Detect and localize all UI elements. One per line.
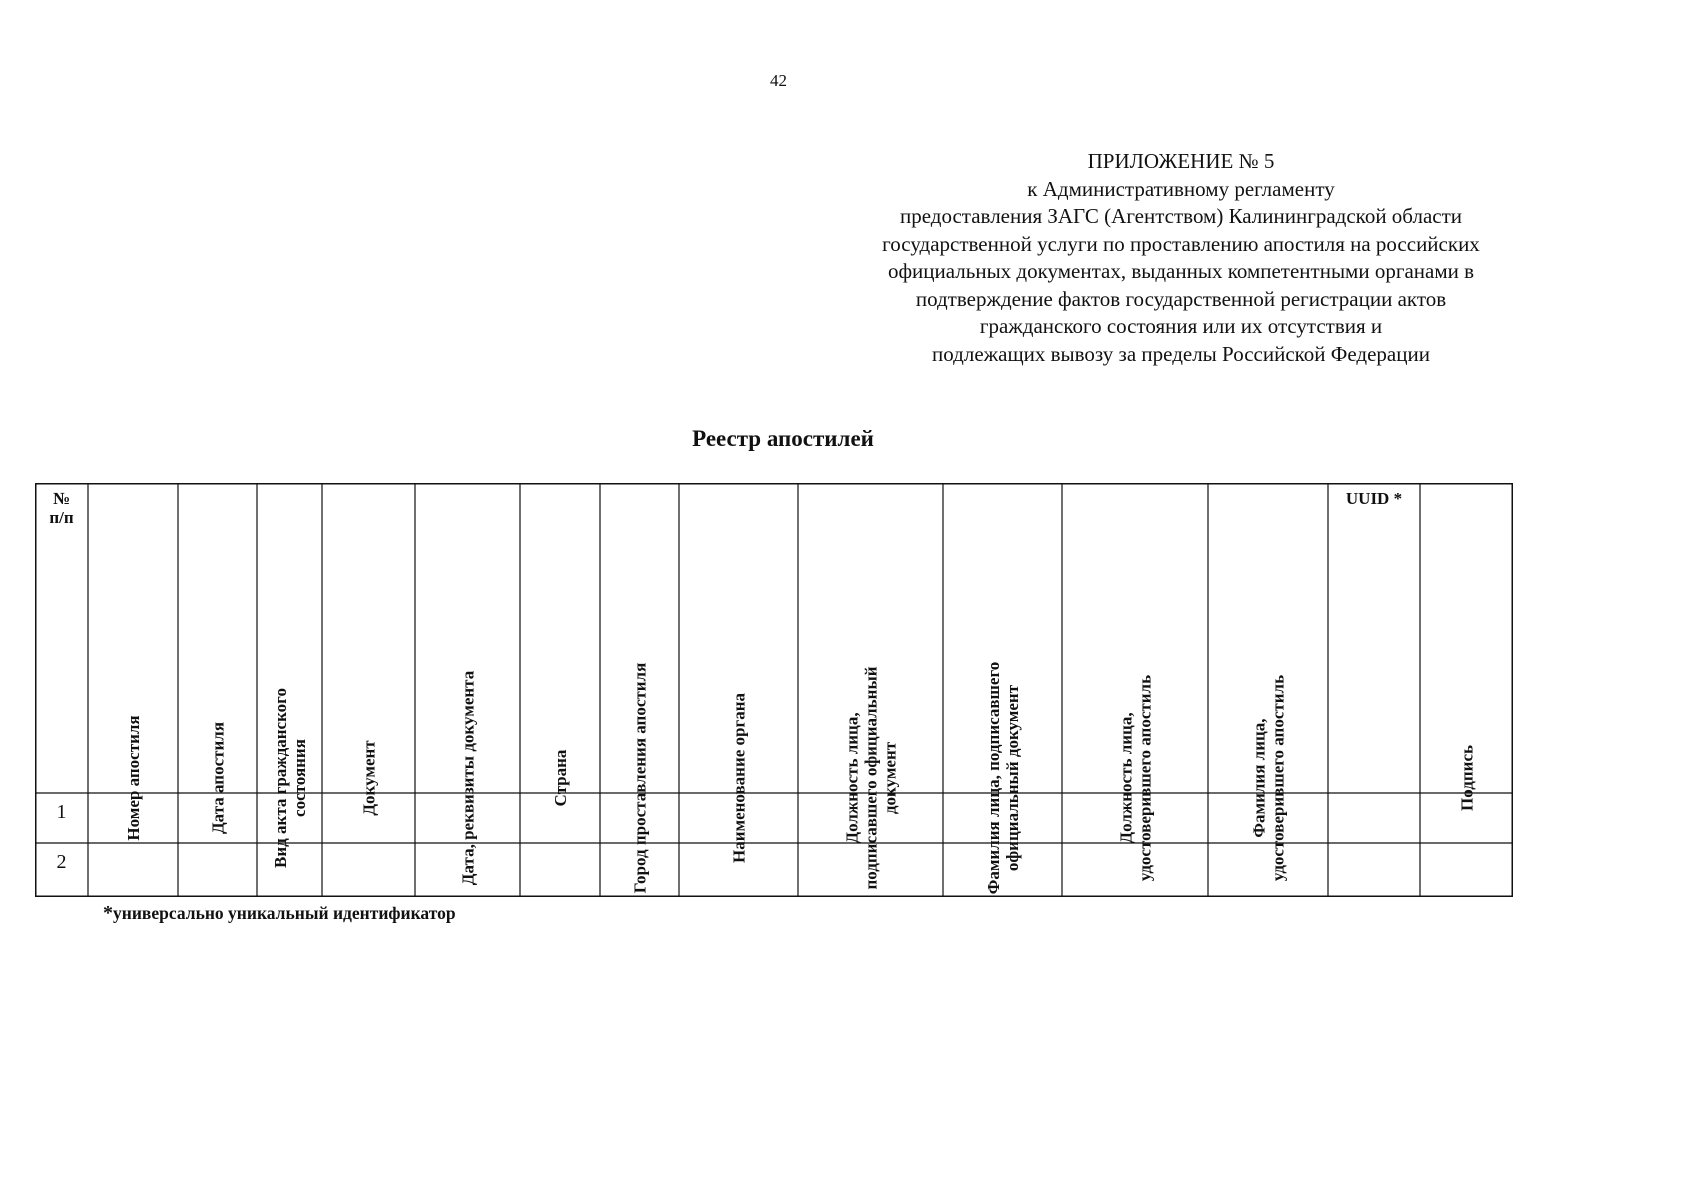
registry-title: Реестр апостилей — [692, 426, 874, 451]
column-header-col-13: удостоверившего апостиль — [1268, 674, 1288, 882]
column-header-col-12: удостоверившего апостиль — [1135, 674, 1155, 882]
table-cell-row-2: 2 — [56, 851, 67, 873]
column-header-col-4: Вид акта гражданского — [271, 688, 290, 868]
page-number: 42 — [770, 71, 787, 90]
appendix-title: ПРИЛОЖЕНИЕ № 5 — [1087, 149, 1275, 173]
column-header-col-13: Фамилия лица, — [1249, 718, 1269, 838]
appendix-line: официальных документах, выданных компетентными органами в — [887, 259, 1475, 283]
column-header-col-14: UUID * — [1345, 489, 1403, 508]
appendix-line: к Административному регламенту — [1027, 176, 1335, 201]
column-header-col-8: Город проставления апостиля — [630, 662, 650, 894]
registry-table — [35, 483, 1513, 897]
column-header-col-4: состояния — [290, 739, 309, 817]
footnote — [103, 902, 456, 925]
appendix-header — [826, 148, 1536, 368]
appendix-line: предоставления ЗАГС (Агентством) Калининградской области — [899, 204, 1463, 228]
footnote-text: универсально уникальный идентификатор — [113, 903, 456, 923]
column-header-col-3: Дата апостиля — [208, 721, 228, 835]
column-header-col-11: Фамилия лица, подписавшего — [984, 661, 1003, 895]
column-header-col-1: № — [52, 489, 71, 508]
column-header-col-5: Документ — [359, 740, 379, 816]
appendix-line: гражданского состояния или их отсутствия и — [979, 314, 1383, 338]
column-header-col-2: Номер апостиля — [124, 715, 143, 841]
footnote-marker: * — [103, 902, 113, 924]
appendix-line: подлежащих вывозу за пределы Российской Федерации — [932, 341, 1430, 366]
table-cell-row-1: 1 — [56, 801, 67, 823]
column-header-col-10: подписавшего официальный — [861, 666, 881, 890]
column-header-col-9: Наименование органа — [729, 692, 749, 864]
registry-table-grid — [35, 483, 1513, 897]
column-header-col-6: Дата, реквизиты документа — [458, 670, 478, 886]
column-header-col-11: официальный документ — [1003, 684, 1022, 872]
column-header-col-10: документ — [880, 741, 900, 815]
column-header-col-15: Подпись — [1457, 745, 1477, 811]
column-header-col-1: п/п — [49, 508, 74, 527]
column-header-col-10: Должность лица, — [842, 712, 862, 844]
column-header-col-7: Страна — [551, 749, 570, 807]
column-header-col-12: Должность лица, — [1116, 712, 1136, 844]
appendix-line: государственной услуги по проставлению апостиля на российских — [882, 231, 1480, 256]
appendix-line: подтверждение фактов государственной регистрации актов — [915, 286, 1447, 311]
